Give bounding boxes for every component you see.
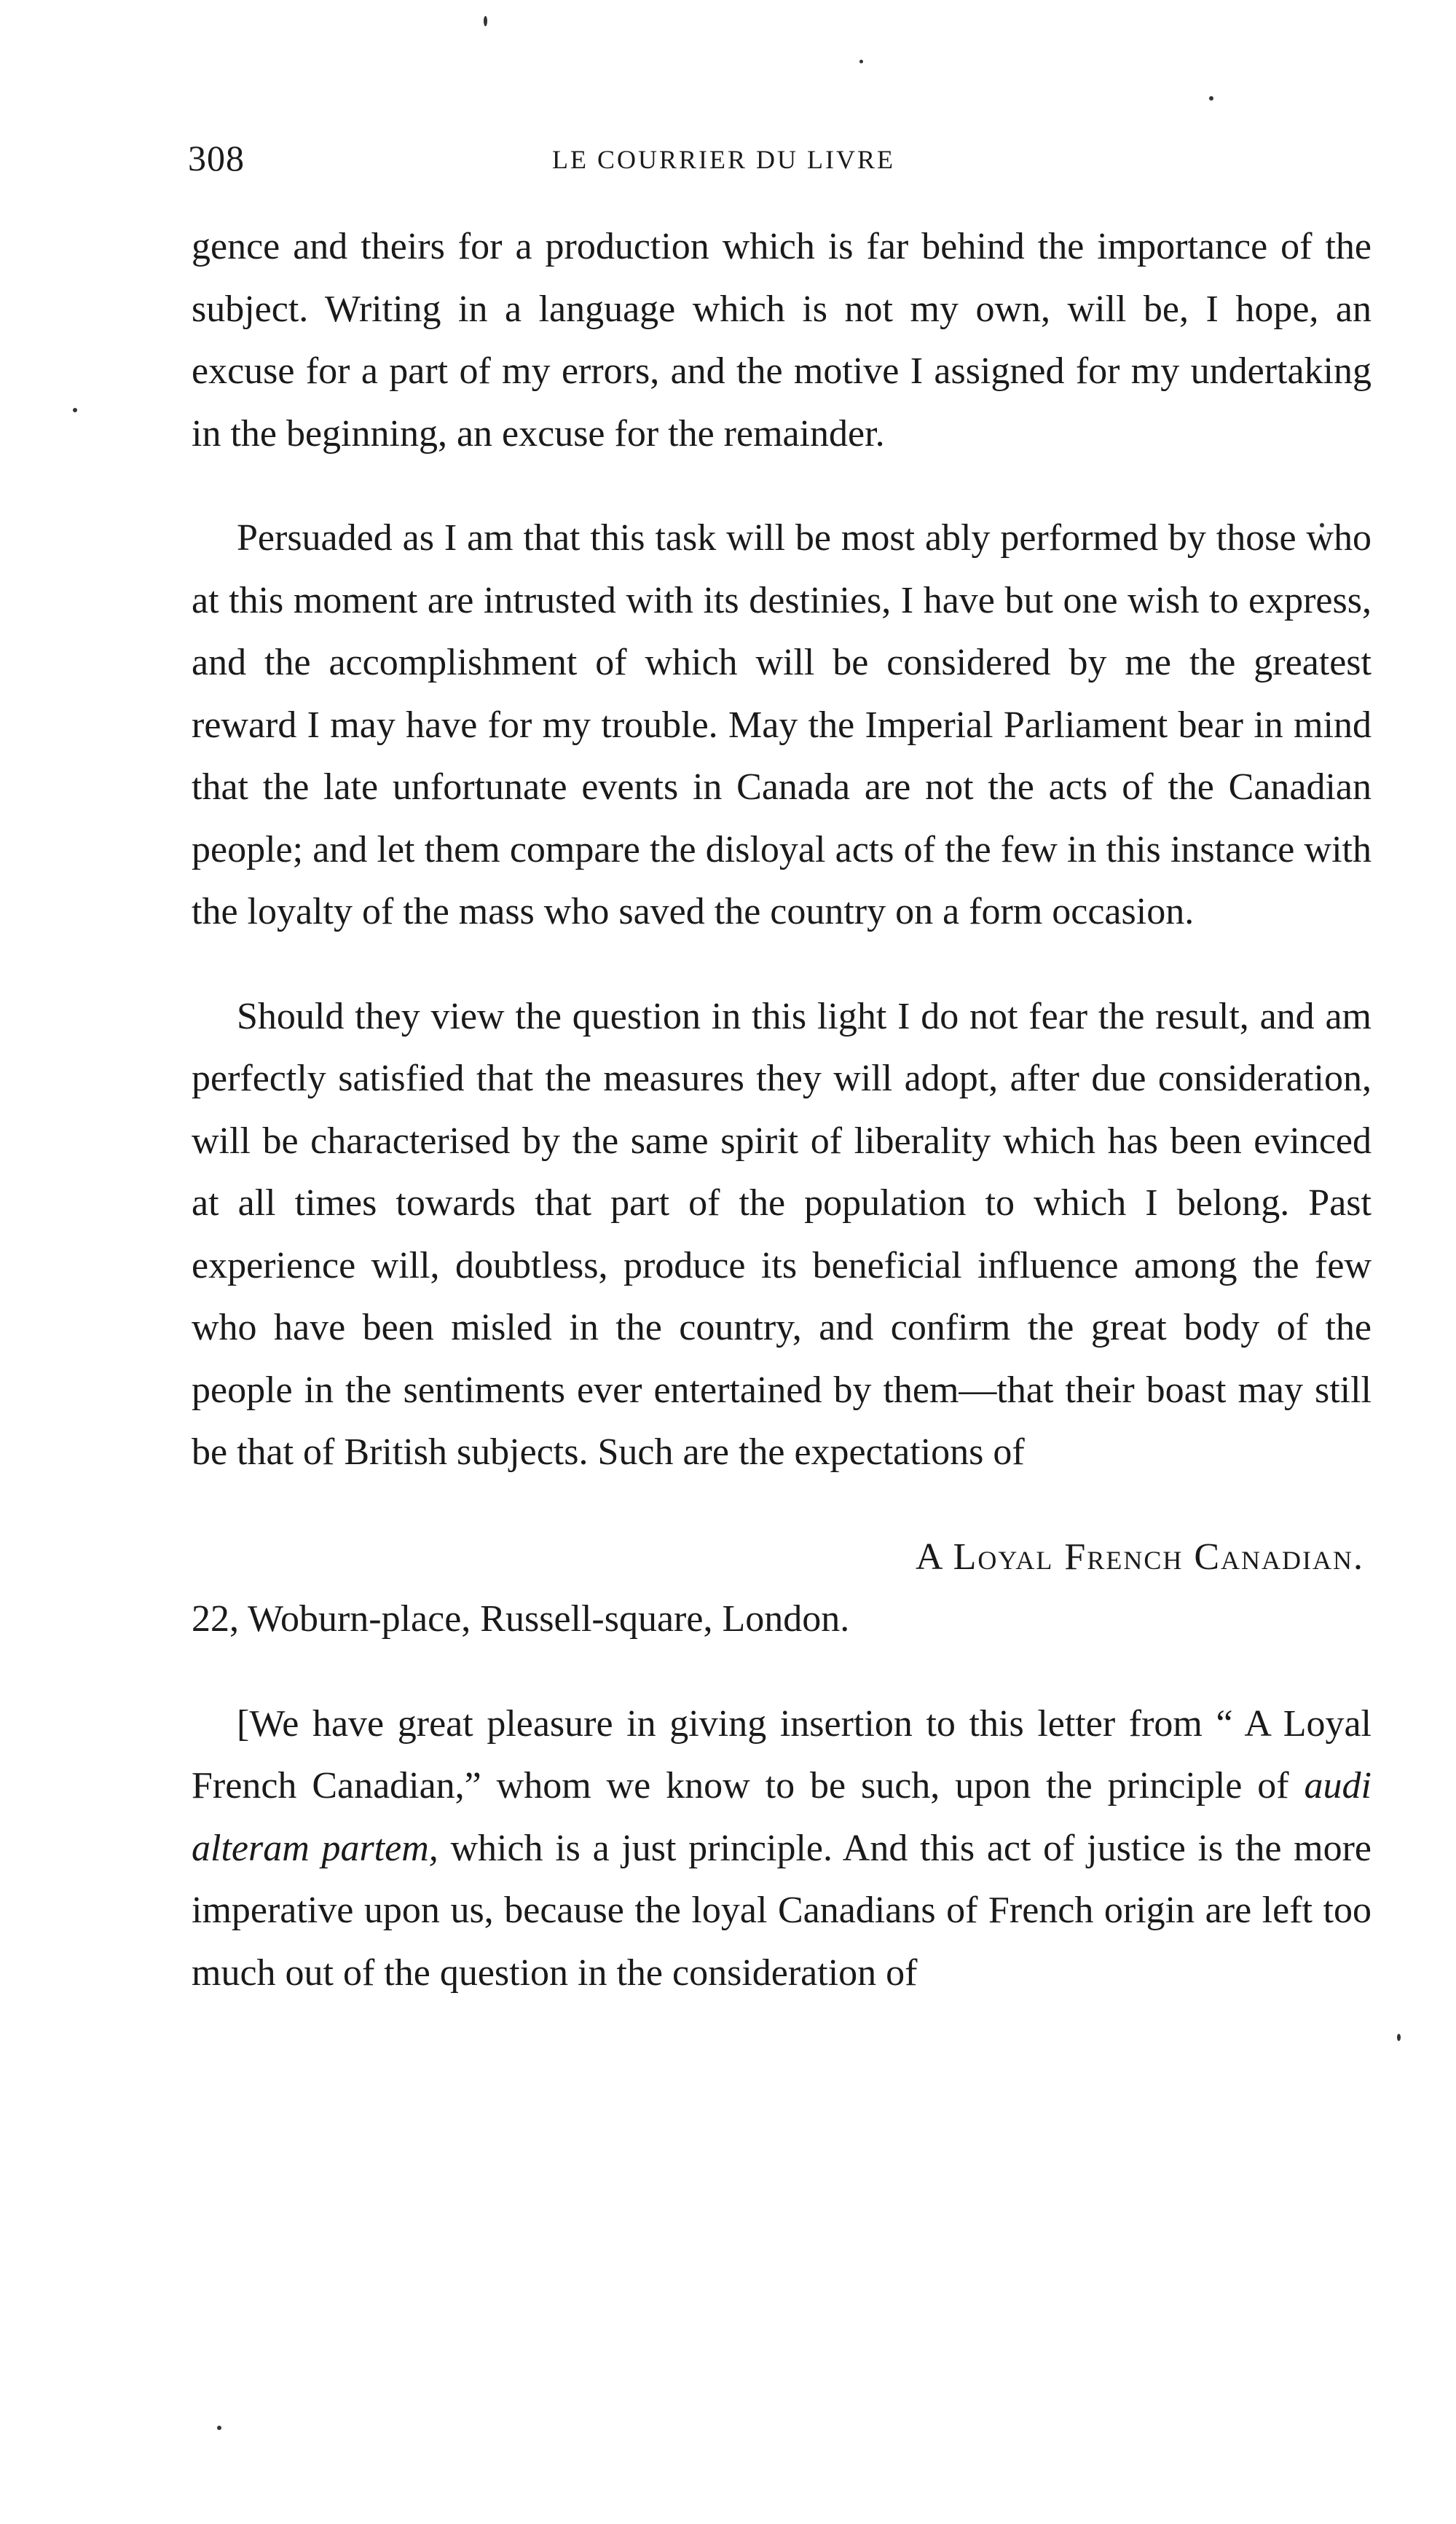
print-speck xyxy=(484,16,487,26)
print-speck xyxy=(859,60,863,63)
running-title: LE COURRIER DU LIVRE xyxy=(552,145,895,174)
print-speck xyxy=(217,2426,221,2430)
letter-signature: A Loyal French Canadian. xyxy=(915,1536,1364,1578)
page-header xyxy=(181,137,1368,188)
print-speck xyxy=(1397,2034,1401,2041)
editor-note xyxy=(192,1693,1372,2005)
letter-address: 22, Woburn-place, Russell-square, London. xyxy=(192,1598,850,1640)
print-speck xyxy=(73,408,77,412)
editor-note-text: [We have great pleasure in giving insertion to this letter from “ A Loyal French Canadian,” whom we know to be such, upon the principle of xyxy=(192,1702,1372,1806)
paragraph-persuaded: Persuaded as I am that this task will be most ably performed by those who at this moment are intrusted with its destinies, I have but one wish to express, and the accomplishment of which will be considered by me the greatest reward I may have for my trouble. May the Imperial Parliament bear in mind that the late unfortunate events in Canada are not the acts of the Canadian people; and let them compare the disloyal acts of the few in this instance with the loyalty of the mass who saved the country on a form occasion. xyxy=(192,517,1372,932)
page-body xyxy=(192,216,1372,2004)
page-number: 308 xyxy=(188,138,245,178)
editor-note-latin-phrase: audi alteram partem, xyxy=(192,1765,1372,1869)
paragraph-continuation: gence and theirs for a production which is far behind the importance of the subject. Writing in a language which is not my own, will be, I hope, an excuse for a part of my errors, and the motive I assigned for my undertaking in the beginning, an excuse for the remainder. xyxy=(192,226,1372,455)
paragraph-should-they: Should they view the question in this light I do not fear the result, and am perfectly satisfied that the measures they will adopt, after due consideration, will be characterised by the same spirit of liberality which has been evinced at all times towards that part of the population to which I belong. Past experience will, doubtless, produce its beneficial influence among the few who have been misled in the country, and confirm the great body of the people in the sentiments ever entertained by them—that their boast may still be that of British subjects. Such are the expectations of xyxy=(192,995,1372,1473)
editor-note-text-end: which is a just principle. And this act of justice is the more imperative upon us, because the loyal Canadians of French origin are left too much out of the question in the consideration of xyxy=(192,1827,1372,1994)
print-speck xyxy=(1209,96,1213,101)
